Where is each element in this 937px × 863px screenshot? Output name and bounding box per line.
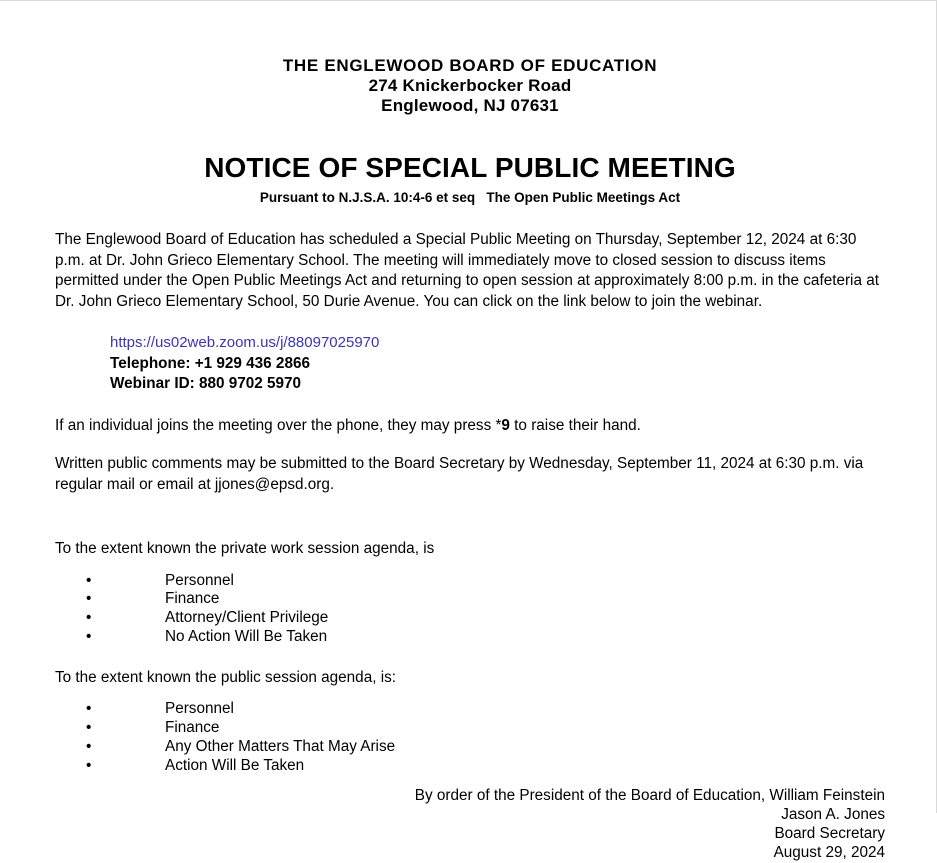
spacer	[55, 647, 885, 668]
list-item-label: Personnel	[165, 700, 234, 718]
list-item	[55, 700, 885, 719]
title-block	[55, 116, 885, 206]
public-session-intro: To the extent known the public session agenda, is:	[55, 668, 396, 686]
letterhead-city-state-zip: Englewood, NJ 07631	[381, 96, 559, 115]
page-title: NOTICE OF SPECIAL PUBLIC MEETING	[204, 152, 736, 183]
telephone-line: Telephone: +1 929 436 2866	[110, 354, 310, 372]
list-item	[55, 628, 885, 647]
list-item-label: Finance	[165, 590, 220, 608]
bullet-icon: •	[86, 571, 92, 589]
phone-instructions-key: 9	[501, 416, 510, 434]
connection-details	[110, 333, 885, 395]
list-item-label: Finance	[165, 718, 220, 736]
signature-name: Jason A. Jones	[781, 806, 885, 824]
zoom-meeting-link[interactable]: https://us02web.zoom.us/j/88097025970	[110, 334, 380, 351]
spacer	[55, 395, 885, 416]
list-item	[55, 738, 885, 757]
list-item	[55, 572, 885, 591]
list-item	[55, 609, 885, 628]
signature-date: August 29, 2024	[773, 843, 885, 861]
intro-paragraph: The Englewood Board of Education has scheduled a Special Public Meeting on Thursday, September 12, 2024 at 6:30 p.m. at Dr. John Grieco Elementary School. The meeting will immediately move to closed session to discuss items permitted under the Open Public Meetings Act and returning to open session at approximately 8:00 p.m. in the cafeteria at Dr. John Grieco Elementary School, 50 Durie Avenue. You can click on the link below to join the webinar.	[55, 231, 879, 310]
spacer	[55, 495, 885, 539]
bullet-icon: •	[86, 627, 92, 645]
phone-instructions-before: If an individual joins the meeting over the phone, they may press *	[55, 416, 502, 434]
private-session-intro: To the extent known the private work session agenda, is	[55, 540, 435, 557]
webinar-id-line: Webinar ID: 880 9702 5970	[110, 375, 302, 392]
bullet-icon: •	[86, 609, 92, 627]
signature-role: Board Secretary	[774, 824, 885, 842]
bullet-icon: •	[86, 756, 92, 774]
list-item-label: Attorney/Client Privilege	[165, 609, 329, 627]
letterhead-street: 274 Knickerbocker Road	[368, 76, 572, 95]
signature-block	[55, 775, 885, 862]
list-item-label: Action Will Be Taken	[165, 756, 305, 774]
list-item	[55, 590, 885, 609]
signature-by-order: By order of the President of the Board of Education, William Feinstein	[414, 787, 885, 805]
phone-instructions-paragraph	[55, 416, 885, 437]
page-subtitle: Pursuant to N.J.S.A. 10:4-6 et seq The Open Public Meetings Act	[259, 190, 681, 205]
bullet-icon: •	[86, 590, 92, 608]
public-session-agenda-list	[55, 688, 885, 775]
list-item	[55, 719, 885, 738]
list-item	[55, 757, 885, 776]
list-item-label: Personnel	[165, 571, 234, 589]
bullet-icon: •	[86, 737, 92, 755]
list-item-label: Any Other Matters That May Arise	[165, 737, 396, 755]
private-session-agenda-list	[55, 560, 885, 647]
spacer	[55, 312, 885, 333]
phone-instructions-after: to raise their hand.	[509, 416, 641, 434]
letterhead-organization: THE ENGLEWOOD BOARD OF EDUCATION	[282, 56, 658, 75]
written-comments-paragraph: Written public comments may be submitted to the Board Secretary by Wednesday, September 11, 2024 at 6:30 p.m. via regular mail or email at jjones@epsd.org.	[55, 455, 864, 493]
bullet-icon: •	[86, 700, 92, 718]
letterhead	[55, 1, 885, 116]
document-content	[55, 1, 885, 863]
list-item-label: No Action Will Be Taken	[165, 627, 328, 645]
bullet-icon: •	[86, 718, 92, 736]
body-block	[55, 206, 885, 863]
spacer	[55, 436, 885, 454]
